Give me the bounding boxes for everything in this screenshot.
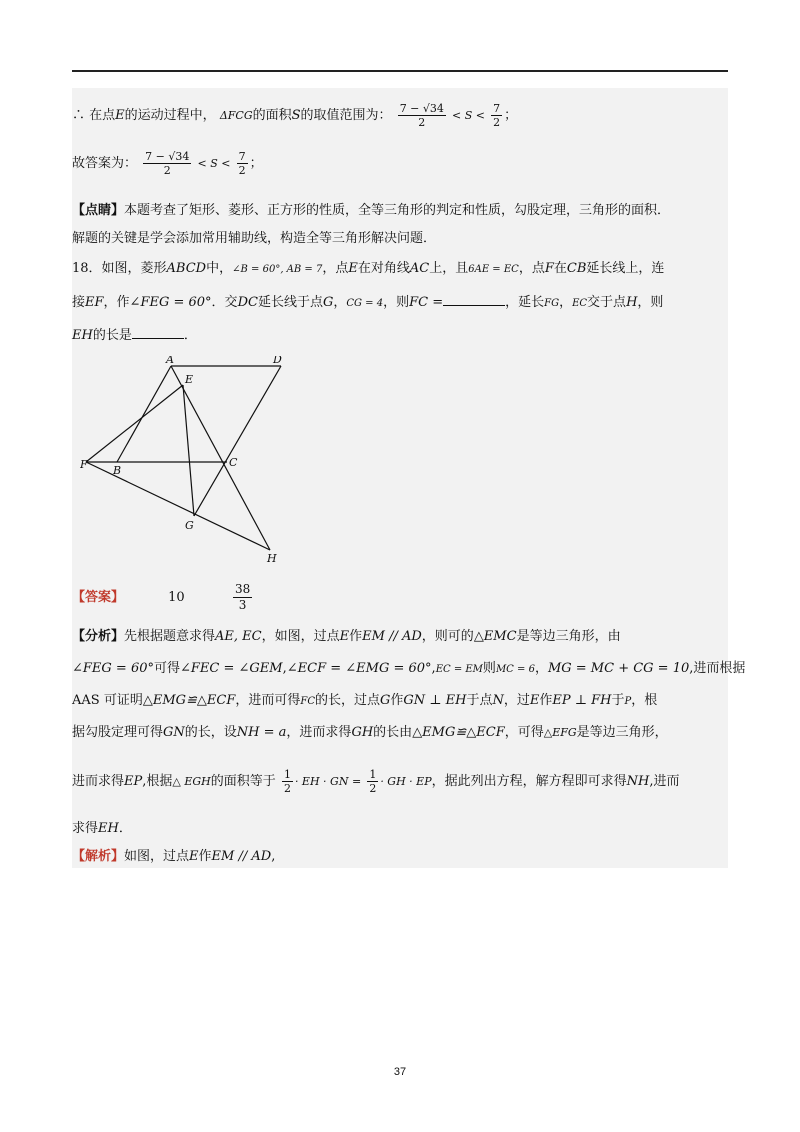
line-dg: [194, 366, 281, 516]
problem-line-1: 18．如图，菱形ABCD中，∠B = 60°, AB = 7，点E在对角线AC上，且6AE = EC，点F在CB延长线上，连: [72, 261, 665, 276]
svg-text:E: E: [185, 373, 194, 386]
answer-blank-eh[interactable]: [132, 326, 184, 339]
solution-line: 【解析】如图，过点E作EM // AD,: [72, 849, 276, 864]
analysis-line-4: 据勾股定理可得GN的长，设NH = a，进而求得GH的长由△EMG≌△ECF，可得△EFG是等边三角形，: [72, 725, 668, 740]
svg-text:D: D: [273, 356, 282, 366]
prev-range-line: ∴ 在点E的运动过程中， ΔFCG的面积S的取值范围为： $\frac{7 - √34}{2}$ < S < $\frac{7}{2}$ ；: [72, 102, 518, 129]
svg-text:F: F: [80, 458, 88, 471]
problem-line-3: EH的长是 ．: [72, 328, 197, 343]
geometry-figure: [80, 356, 290, 566]
analysis-line-3: AAS 可证明△EMG≌△ECF，进而可得FC的长，过点G作GN ⊥ EH于点N，过E作EP ⊥ FH于P，根: [72, 693, 658, 708]
answer-fraction: $\frac{38}{3}$: [234, 582, 251, 612]
document-body: [72, 88, 746, 868]
answer-line: 【答案】 10 $\frac{38}{3}$: [72, 582, 251, 612]
analysis-line-1: 【分析】先根据题意求得AE, EC，如图，过点E作EM // AD，则可的△EMC是等边三角形，由: [72, 629, 621, 644]
page-number: 37: [393, 1066, 407, 1078]
analysis-line-2: ∠FEG = 60°可得∠FEC = ∠GEM,∠ECF = ∠EMG = 60°,EC = EM则MC = 6，MG = MC + CG = 10,进而根据: [72, 661, 746, 676]
analysis-line-6: 求得EH．: [72, 821, 132, 836]
fraction: $\frac{7 - √34}{2}$: [145, 150, 190, 177]
fraction: $\frac{1}{2}$: [283, 768, 291, 795]
answer-blank-fc[interactable]: [443, 293, 505, 306]
svg-text:C: C: [229, 456, 238, 469]
fraction: $\frac{7 - √34}{2}$: [399, 102, 444, 129]
problem-line-2: 接EF，作∠FEG = 60°．交DC延长线于点G，CG = 4，则FC = ，延长FG，EC交于点H，则: [72, 295, 664, 310]
svg-text:B: B: [113, 464, 122, 477]
comment-line-2: 解题的关键是学会添加常用辅助线，构造全等三角形解决问题．: [72, 231, 437, 246]
fraction: $\frac{1}{2}$: [369, 768, 377, 795]
fraction: $\frac{7}{2}$: [493, 102, 501, 129]
svg-text:G: G: [185, 519, 194, 532]
prev-answer-line: 故答案为： $\frac{7 - √34}{2}$ < S < $\frac{7}{2}$ ；: [72, 150, 263, 177]
fraction: $\frac{7}{2}$: [238, 150, 246, 177]
header-rule: [72, 70, 728, 72]
line-ab: [117, 366, 171, 462]
comment-line-1: 【点睛】本题考查了矩形、菱形、正方形的性质，全等三角形的判定和性质，勾股定理，三角形的面积．: [72, 203, 671, 218]
svg-text:H: H: [267, 552, 277, 565]
line-fe: [86, 385, 183, 462]
analysis-line-5: 进而求得EP,根据△ EGH的面积等于 $\frac{1}{2}$ · EH · GN = $\frac{1}{2}$ · GH · EP，据此列出方程，解方程即可求得NH,进而: [72, 768, 680, 795]
svg-text:A: A: [166, 356, 174, 366]
